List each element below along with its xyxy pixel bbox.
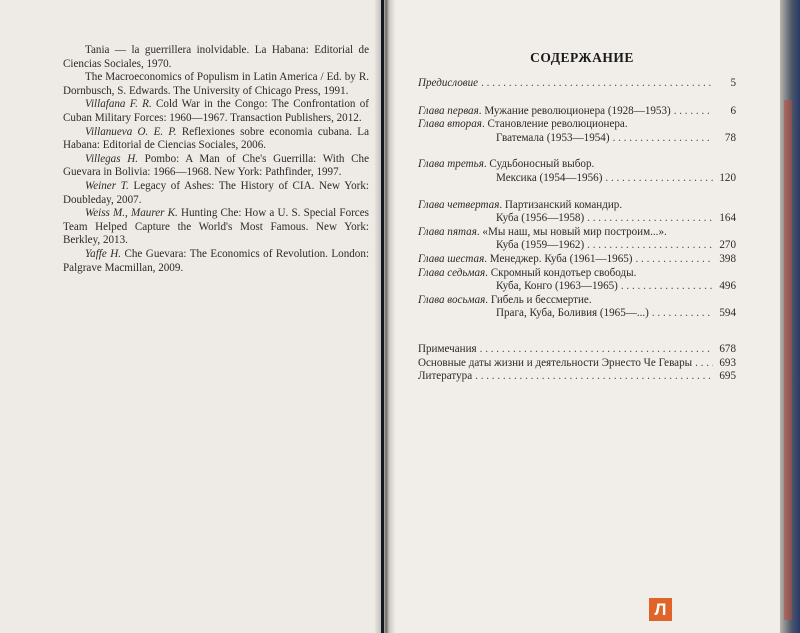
toc-entry-chapter-7[interactable]: Глава седьмая. Скромный кондотьер свободы.: [418, 266, 637, 279]
toc-title: СОДЕРЖАНИЕ: [530, 50, 634, 65]
table-of-contents: [418, 77, 736, 384]
book-gutter: [374, 0, 396, 633]
bib-entry: Tania — la guerrillera inolvidable. La Habana: Editorial de Ciencias Sociales, 1970.: [63, 44, 369, 70]
toc-page-number: 6: [730, 104, 736, 117]
toc-entry-chapter-1[interactable]: Глава первая. Мужание революционера (1928—1953) . . . 6: [418, 105, 736, 119]
toc-entry-chapter-6[interactable]: Глава шестая. Менеджер. Куба (1961—1965) . . . 398: [418, 253, 736, 267]
publisher-logo-icon: Л: [649, 598, 672, 621]
toc-subentry[interactable]: Куба (1959—1962) . . . 270: [418, 239, 736, 253]
toc-subentry[interactable]: Куба (1956—1958) . . . 164: [418, 212, 736, 226]
toc-page-number: 695: [719, 370, 736, 383]
toc-entry-preface[interactable]: Предисловие . . . 5: [418, 77, 736, 91]
toc-entry-chapter-8[interactable]: Глава восьмая. Гибель и бессмертие.: [418, 293, 592, 306]
toc-entry-chapter-5[interactable]: Глава пятая. «Мы наш, мы новый мир построим...».: [418, 225, 667, 238]
toc-page-number: 270: [719, 239, 736, 252]
toc-entry-chapter-3[interactable]: Глава третья. Судьбоносный выбор.: [418, 158, 595, 171]
toc-subentry[interactable]: Мексика (1954—1956) . . . 120: [418, 172, 736, 186]
bib-entry: Villanueva O. E. P. Reflexiones sobre economia cubana. La Habana: Editorial de Ciencias Sociales, 2006.: [63, 125, 369, 152]
bib-entry: Villafana F. R. Cold War in the Congo: The Confrontation of Cuban Military Forces: 1960—1967. Transaction Publishers, 2012.: [63, 98, 369, 124]
toc-page-number: 5: [730, 77, 736, 89]
toc-entry-chapter-2[interactable]: Глава вторая. Становление революционера.: [418, 118, 628, 131]
toc-page-number: 78: [724, 131, 736, 144]
toc-page-number: 164: [719, 212, 736, 225]
toc-entry-dates[interactable]: Основные даты жизни и деятельности Эрнесто Че Гевары . . . 693: [418, 357, 736, 371]
toc-page-number: 398: [719, 252, 736, 265]
toc-subentry[interactable]: Гватемала (1953—1954) . . . 78: [418, 132, 736, 146]
bib-entry: Weiss M., Maurer K. Hunting Che: How a U. S. Special Forces Team Helped Capture the World's Most Famous. New York: Berkley, 2013.: [63, 207, 369, 247]
toc-entry-literature[interactable]: Литература . . . 695: [418, 370, 736, 384]
toc-subentry[interactable]: Куба, Конго (1963—1965) . . . 496: [418, 280, 736, 294]
toc-subentry[interactable]: Прага, Куба, Боливия (1965—...) . . . 594: [418, 307, 736, 321]
bib-entry: Yaffe H. Che Guevara: The Economics of Revolution. London: Palgrave Macmillan, 2009.: [63, 247, 369, 274]
toc-entry-chapter-4[interactable]: Глава четвертая. Партизанский командир.: [418, 198, 623, 211]
toc-page-number: 496: [719, 280, 736, 293]
toc-page-number: 594: [719, 307, 736, 320]
toc-page-number: 678: [719, 342, 736, 355]
bookmark-ribbon: [784, 100, 792, 620]
toc-entry-notes[interactable]: Примечания . . . 678: [418, 343, 736, 357]
bibliography-list: [63, 44, 369, 275]
toc-page-number: 693: [719, 356, 736, 369]
bib-entry: Weiner T. Legacy of Ashes: The History of CIA. New York: Doubleday, 2007.: [63, 179, 369, 206]
bib-entry: The Macroeconomics of Populism in Latin America / Ed. by R. Dornbusch, S. Edwards. The University of Chicago Press, 1991.: [63, 71, 369, 97]
bib-entry: Villegas H. Pombo: A Man of Che's Guerrilla: With Che Guevara in Bolivia: 1966—1968. New York: Pathfinder, 1997.: [63, 152, 369, 179]
toc-page-number: 120: [719, 171, 736, 184]
